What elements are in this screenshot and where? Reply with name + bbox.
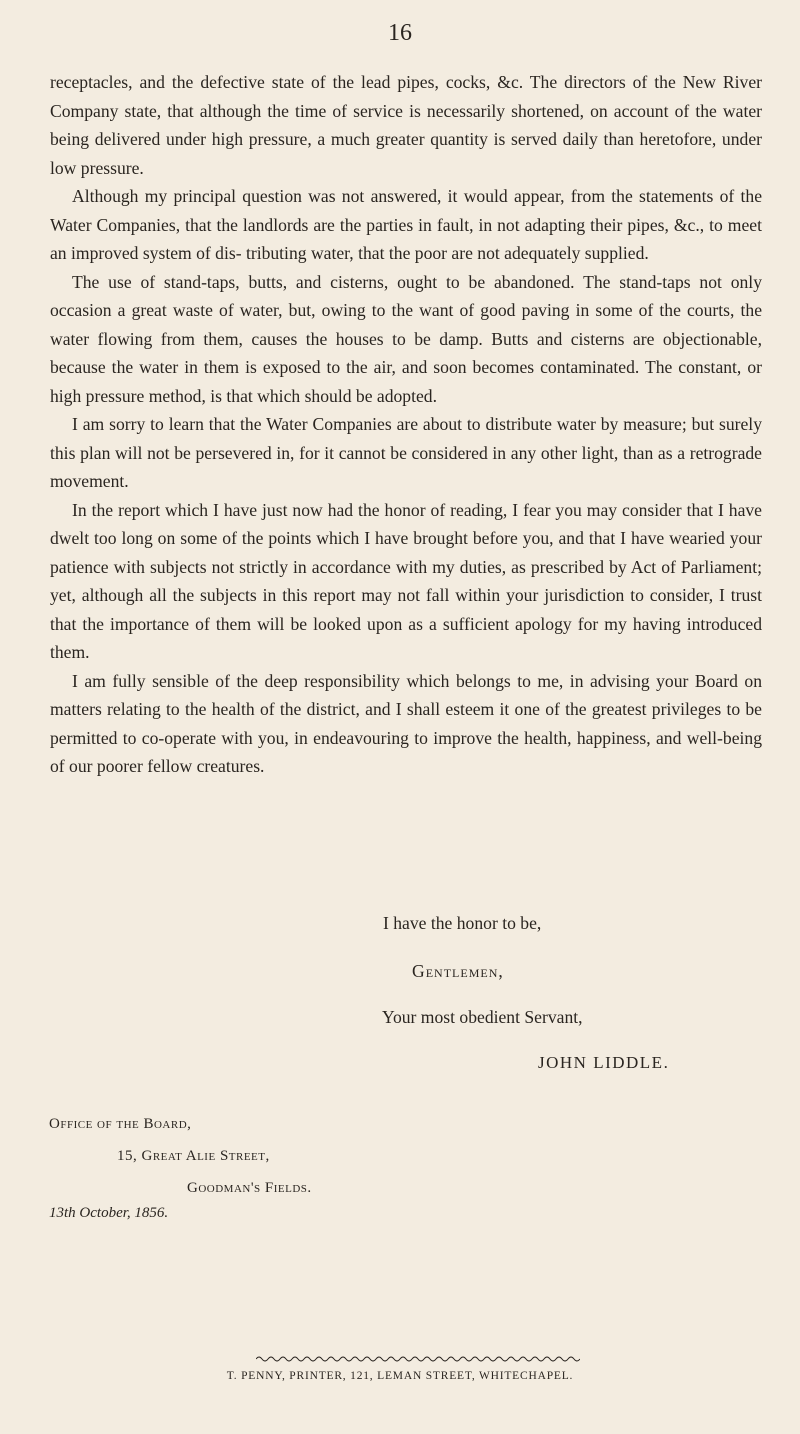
- paragraph: I am fully sensible of the deep responsibility which belongs to me, in advising your Board on matters relating to the health of the district, and I shall esteem it one of the greatest privileges to be permitted to co-operate with you, in endeavouring to improve the health, happiness, and well-being of our poorer fellow creatures.: [50, 670, 762, 776]
- page-number: 16: [388, 20, 412, 46]
- address-line-office: Office of the Board,: [49, 1116, 192, 1132]
- wavy-rule-ornament: [256, 1355, 580, 1363]
- signature: JOHN LIDDLE.: [538, 1053, 670, 1072]
- address-line-district: Goodman's Fields.: [187, 1180, 312, 1196]
- letter-body: [50, 68, 762, 781]
- paragraph: In the report which I have just now had the honor of reading, I fear you may consider that I have dwelt too long on some of the points which I have brought before you, and that I have wearied your patience with subjects not strictly in accordance with my duties, as prescribed by Act of Parliament; yet, although all the subjects in this report may not fall within your jurisdiction to consider, I trust that the importance of them will be looked upon as a sufficient apology for my having introduced them.: [50, 499, 762, 662]
- paragraph: receptacles, and the defective state of the lead pipes, cocks, &c. The directors of the New River Company state, that although the time of service is necessarily shortened, on account of the water being delivered under high pressure, a much greater quantity is served daily than heretofore, under low pressure.: [50, 72, 762, 178]
- letter-date: 13th October, 1856.: [49, 1205, 169, 1221]
- paragraph: Although my principal question was not answered, it would appear, from the statements of the Water Companies, that the landlords are the parties in fault, in not adapting their pipes, &c., to meet an improved system of dis- tributing water, that the poor are not adequately supplied.: [50, 186, 762, 263]
- paragraph: The use of stand-taps, butts, and cisterns, ought to be abandoned. The stand-taps not only occasion a great waste of water, but, owing to the want of good paving in some of the courts, the water flowing from them, causes the houses to be damp. Butts and cisterns are objectionable, because the water in them is exposed to the air, and soon becomes contaminated. The constant, or high pressure method, is that which should be adopted.: [50, 271, 762, 406]
- closing-addressee: Gentlemen,: [412, 961, 504, 981]
- paragraph: I am sorry to learn that the Water Companies are about to distribute water by measure; but surely this plan will not be persevered in, for it cannot be considered in any other light, than as a retrograde movement.: [50, 414, 762, 491]
- closing-salutation: I have the honor to be,: [383, 913, 542, 933]
- address-line-street: 15, Great Alie Street,: [117, 1148, 270, 1164]
- printer-imprint: T. PENNY, PRINTER, 121, LEMAN STREET, WHITECHAPEL.: [226, 1370, 574, 1382]
- closing-valediction: Your most obedient Servant,: [382, 1007, 583, 1027]
